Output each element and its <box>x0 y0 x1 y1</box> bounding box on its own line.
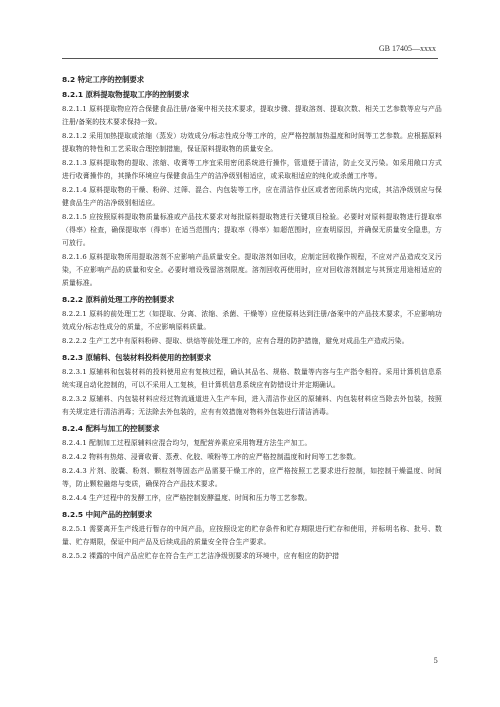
clause-paragraph: 8.2.1.1 原料提取物应符合保健食品注册/备案中相关技术要求，提取步骤、提取溶剂、提取次数、相关工艺参数等应与产品注册/备案的技术要求保持一致。 <box>62 105 442 126</box>
clause-paragraph: 8.2.1.2 采用加热提取或浓缩（蒸发）功效成分/标志性成分等工序的，应严格控制加热温度和时间等工艺参数。应根据原料提取物的特性和工艺采取合理控制措施，保证原料提取物的质量安全。 <box>62 132 442 153</box>
clause-paragraph: 8.2.4.3 片剂、胶囊、粉剂、颗粒剂等固态产品需要干燥工序的，应严格按照工艺要求进行控制，如控制干燥温度、时间等，防止颗粒融熔与变质，确保符合产品技术要求。 <box>62 467 442 488</box>
page-number: 5 <box>433 657 438 665</box>
clause-paragraph: 8.2.1.6 原料提取物所用提取溶剂不应影响产品质量安全。提取溶剂如回收，应制定回收操作规程，不应对产品造成交叉污染，不应影响产品的质量和安全。必要时增设残留溶剂限度。溶剂回收再使用时，应对回收溶剂制定与其预定用途相适应的质量标准。 <box>62 253 442 287</box>
section-heading: 8.2 特定工序的控制要求 <box>62 75 145 84</box>
clause-paragraph: 8.2.2.1 原料的前处理工艺（如提取、分离、浓缩、杀菌、干燥等）应使原料达到注册/备案中的产品技术要求，不应影响功效成分/标志性成分的质量，不应影响原料质量。 <box>62 310 442 331</box>
clause-paragraph: 8.2.2.2 生产工艺中有原料粉碎、提取、烘焙等前处理工序的，应有合理的防护措施，避免对成品生产造成污染。 <box>62 337 409 345</box>
section-heading: 8.2.3 原辅料、包装材料投料使用的控制要求 <box>62 353 212 362</box>
clause-paragraph: 8.2.4.2 物料有热熔、浸膏收膏、蒸煮、化胶、喷粉等工序的应严格控制温度和时间等工艺参数。 <box>62 453 361 461</box>
clause-paragraph: 8.2.5.1 需要离开生产线进行暂存的中间产品，应按照设定的贮存条件和贮存期限进行贮存和使用，并标明名称、批号、数量、贮存期限，保证中间产品及后续成品的质量安全符合生产要求。 <box>62 525 442 546</box>
clause-paragraph: 8.2.4.1 配制加工过程原辅料应混合均匀，复配营养素应采用物理方法生产加工。 <box>62 439 312 447</box>
clause-paragraph: 8.2.1.5 应按照原料提取物质量标准或产品技术要求对每批原料提取物进行关键项目检验。必要时对原料提取物进行提取率（得率）检查，确保提取率（得率）在适当范围内；提取率（得率）如超范围时，应查明原因，并确保无质量安全隐患，方可放行。 <box>62 213 442 247</box>
clause-paragraph: 8.2.4.4 生产过程中的发酵工序，应严格控制发酵温度、时间和压力等工艺参数。 <box>62 494 312 502</box>
header-divider <box>62 58 438 59</box>
clause-paragraph: 8.2.3.2 原辅料、内包装材料应经过物流通道进入生产车间，进入清洁作业区的原辅料、内包装材料应当除去外包装，按照有关规定进行清洁消毒；无法除去外包装的，应有有效措施对物料外包装进行清洁消毒。 <box>62 395 442 416</box>
section-heading: 8.2.2 原料前处理工序的控制要求 <box>62 295 175 304</box>
clause-paragraph: 8.2.1.4 原料提取物的干燥、粉碎、过筛、混合、内包装等工序，应在清洁作业区或者密闭系统内完成，其洁净级别应与保健食品生产的洁净级别相适应。 <box>62 186 442 207</box>
clause-paragraph: 8.2.3.1 原辅料和包装材料的投料使用应有复核过程，确认其品名、规格、数量等内容与生产指令相符。采用计算机信息系统实现自动化控制的，可以不采用人工复核，但计算机信息系统应有防错设计并定期确认。 <box>62 368 442 389</box>
section-heading: 8.2.1 原料提取物提取工序的控制要求 <box>62 90 190 99</box>
clause-paragraph: 8.2.1.3 原料提取物的提取、浓缩、收膏等工序宜采用密闭系统进行操作，管道便于清洁，防止交叉污染。如采用敞口方式进行收膏操作的，其操作环境应与保健食品生产的洁净级别相适应，或采取相适应的纯化或杀菌工序等。 <box>62 159 442 180</box>
section-heading: 8.2.4 配料与加工的控制要求 <box>62 424 160 433</box>
document-body <box>62 70 442 564</box>
standard-code: GB 17405—xxxx <box>378 44 436 53</box>
section-heading: 8.2.5 中间产品的控制要求 <box>62 510 153 519</box>
clause-paragraph: 8.2.5.2 裸露的中间产品应贮存在符合生产工艺洁净级别要求的环境中，应有相应的防护措 <box>62 552 340 560</box>
